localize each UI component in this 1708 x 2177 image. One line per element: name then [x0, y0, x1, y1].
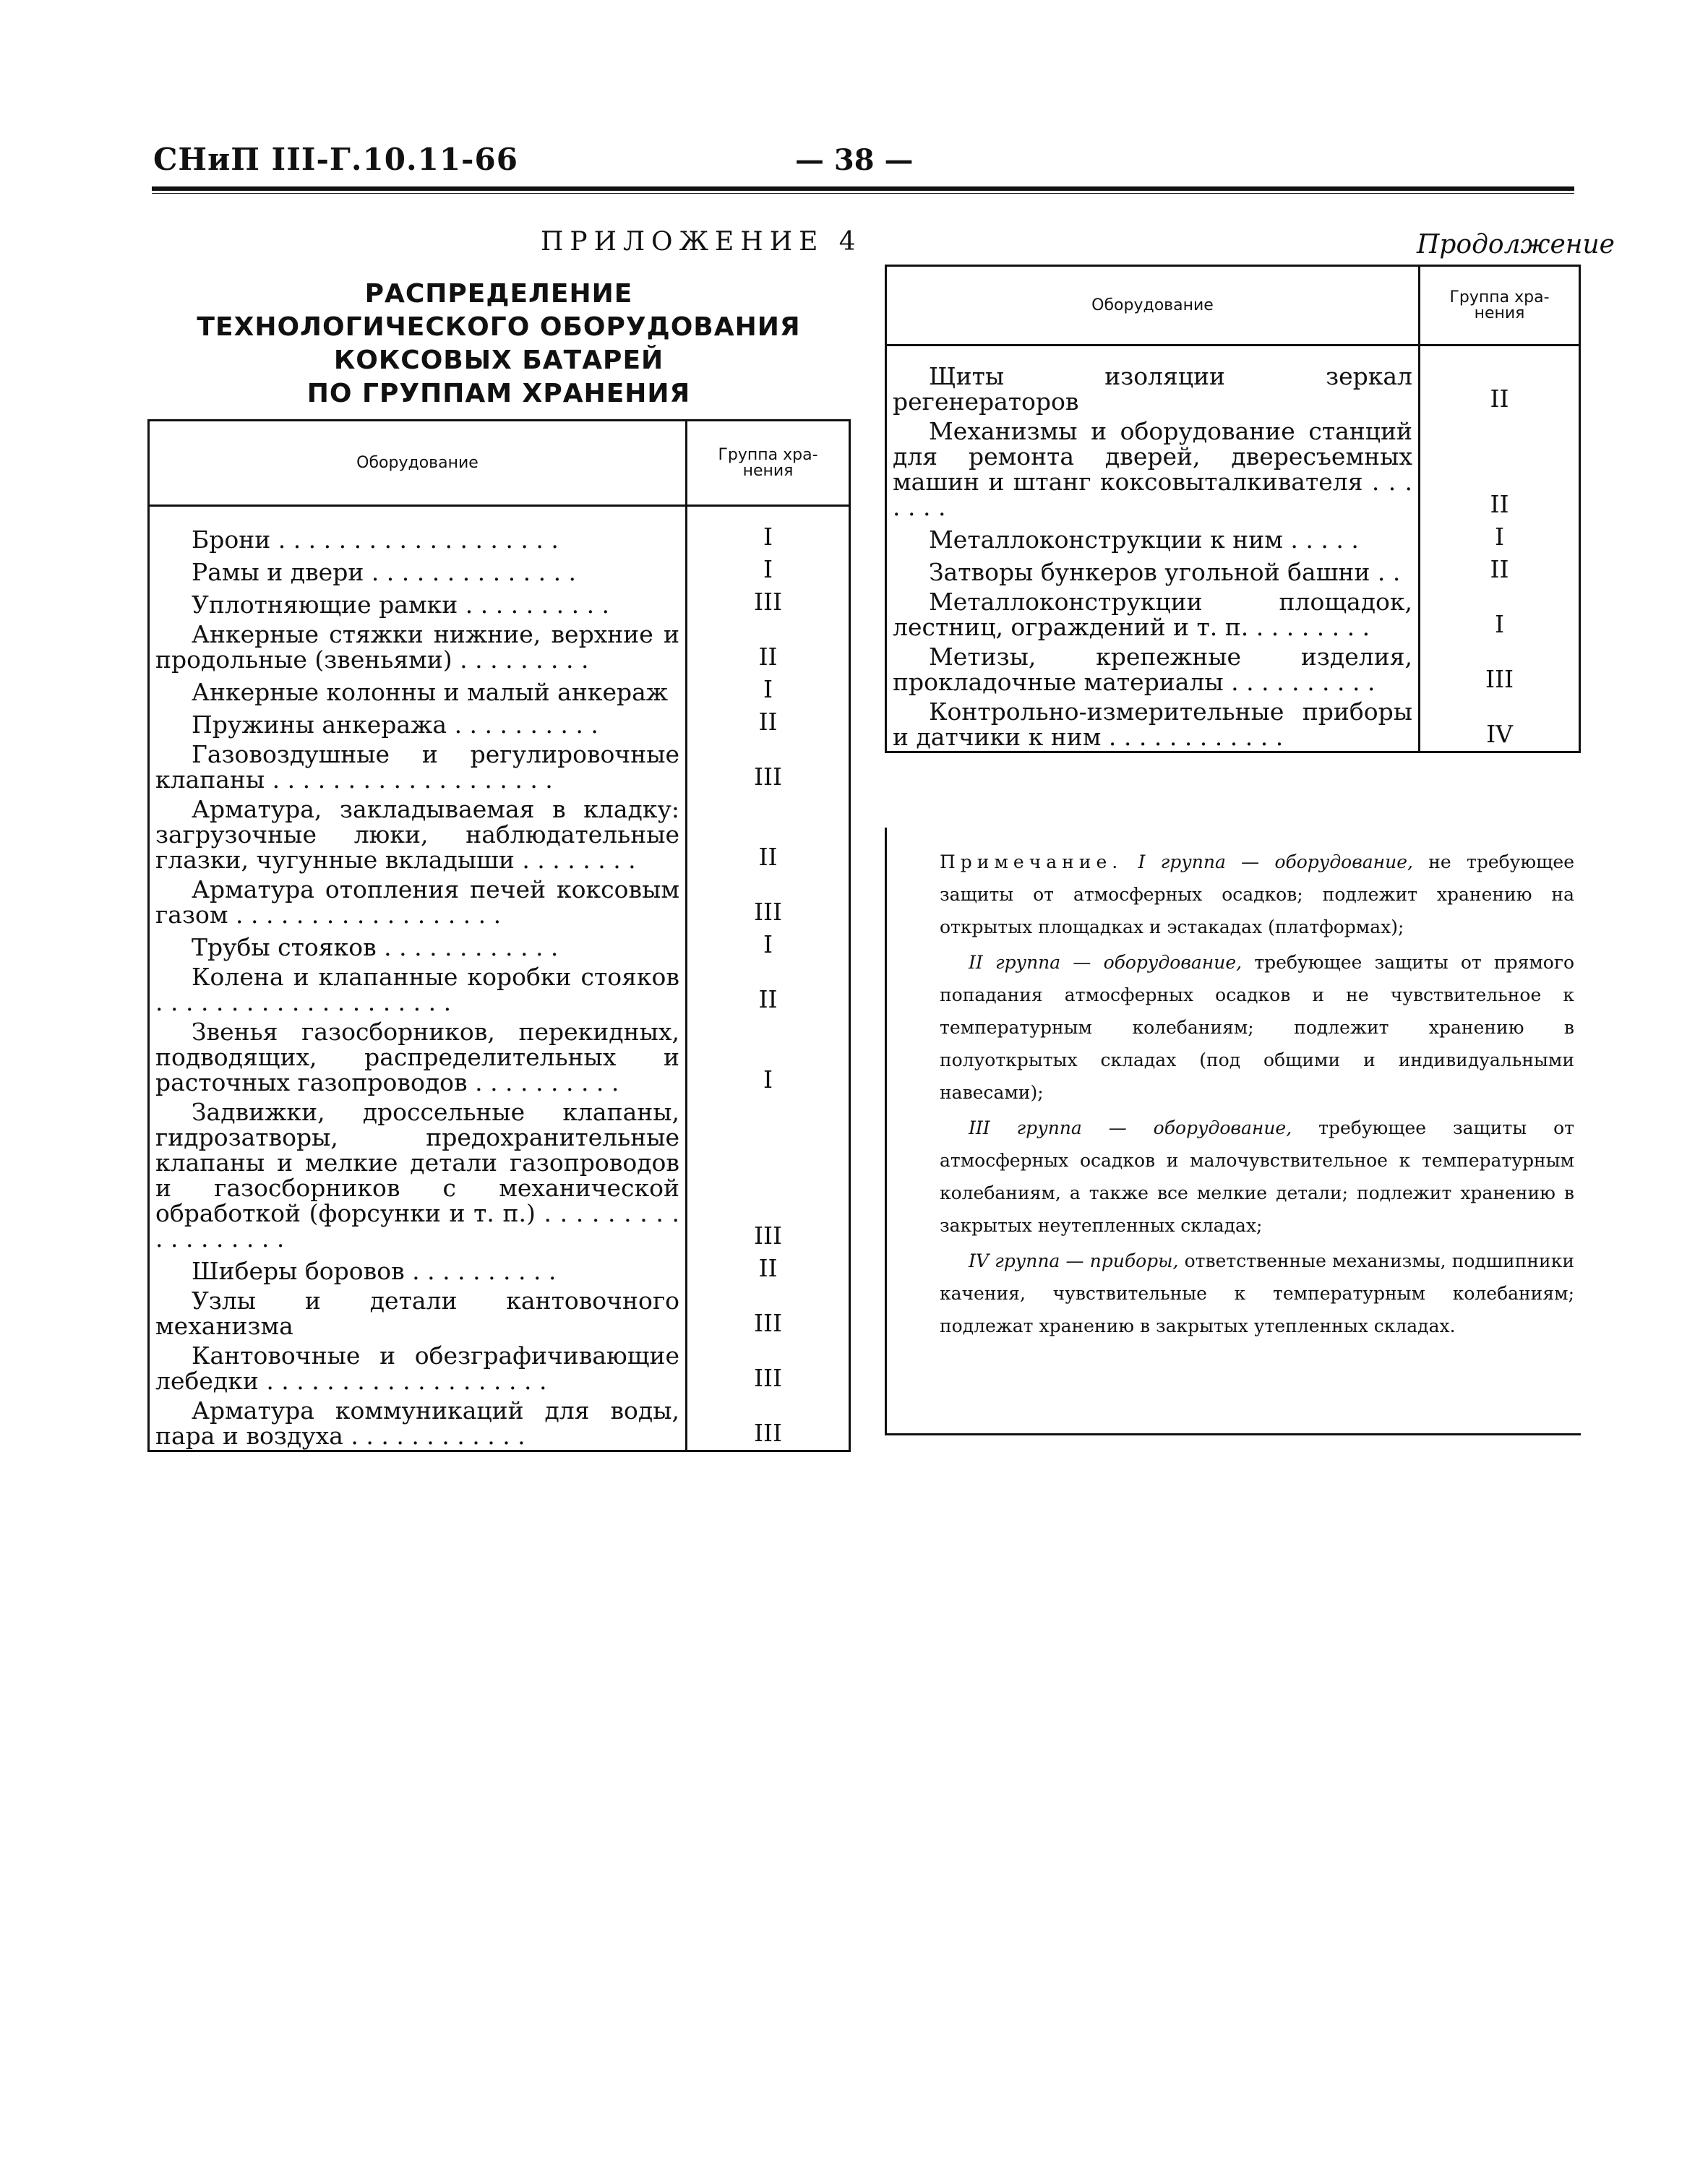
equipment-name: Металлоконструкции площадок, лестниц, ограждений и т. п. . . . . . . . . — [893, 588, 1412, 641]
table-row — [886, 416, 1580, 521]
table-row — [886, 361, 1580, 416]
note-text: требующее защиты от атмосферных осадков и малочувствительное к температурным колебаниям, а также все мелкие детали; подлежит хранению в закрытых неутепленных складах; — [940, 1117, 1574, 1236]
title-line: КОКСОВЫХ БАТАРЕЙ — [333, 345, 664, 375]
page-number: — 38 — — [795, 143, 914, 177]
table-row — [149, 1253, 850, 1285]
title-line: ТЕХНОЛОГИЧЕСКОГО ОБОРУДОВАНИЯ — [197, 312, 801, 342]
equipment-name: Узлы и детали кантовочного механизма — [155, 1287, 679, 1340]
equipment-name: Рамы и двери . . . . . . . . . . . . . . — [192, 558, 577, 586]
equipment-name-cell — [149, 586, 687, 619]
storage-group-cell: III — [687, 1096, 850, 1253]
table-row — [149, 619, 850, 674]
column-header-group: Группа хра-нения — [1420, 266, 1580, 345]
table-row — [149, 674, 850, 706]
table-body — [886, 345, 1580, 752]
table-row — [149, 586, 850, 619]
storage-group-cell: IV — [1420, 696, 1580, 751]
equipment-name: Уплотняющие рамки . . . . . . . . . . — [192, 591, 610, 619]
table-row — [886, 554, 1580, 586]
equipment-name-cell — [149, 619, 687, 674]
storage-group-cell: III — [687, 586, 850, 619]
storage-group-cell: III — [687, 1285, 850, 1340]
equipment-name: Брони . . . . . . . . . . . . . . . . . . . — [192, 525, 559, 554]
table-body — [149, 506, 850, 1451]
equipment-name-cell — [149, 961, 687, 1016]
equipment-name-cell — [886, 416, 1420, 521]
storage-group-cell: III — [1420, 641, 1580, 696]
equipment-name-cell — [149, 1285, 687, 1340]
storage-group-cell: II — [687, 1253, 850, 1285]
storage-group-cell: III — [687, 1340, 850, 1395]
table-row — [149, 739, 850, 794]
continued-label: Продолжение — [1417, 230, 1615, 259]
equipment-name: Арматура коммуникаций для воды, пара и воздуха . . . . . . . . . . . . — [155, 1396, 679, 1450]
note-text: не требующее защиты от атмосферных осадков; подлежит хранению на открытых площадках и эстакадах (платформах); — [940, 851, 1574, 937]
equipment-name: Арматура, закладываемая в кладку: загрузочные люки, наблюдательные глазки, чугунные вкладыши . . . . . . . . — [155, 795, 679, 874]
storage-group-cell: II — [687, 794, 850, 874]
note-paragraph — [940, 1245, 1574, 1342]
table-spacer-row — [149, 506, 850, 522]
table-row — [149, 706, 850, 739]
equipment-name: Шиберы боровов . . . . . . . . . . — [192, 1257, 557, 1285]
table-row — [149, 874, 850, 929]
table-header-row — [886, 266, 1580, 345]
equipment-name-cell — [149, 554, 687, 586]
table-row — [149, 1285, 850, 1340]
storage-group-cell: II — [687, 961, 850, 1016]
note-label: Примечание. — [940, 851, 1123, 872]
note-lead: IV группа — приборы, — [969, 1250, 1179, 1271]
note-text: ответственные механизмы, подшипники качения, чувствительные к температурным колебаниям; подлежат хранению в закрытых утепленных складах. — [940, 1250, 1574, 1336]
equipment-name: Газовоздушные и регулировочные клапаны . . . . . . . . . . . . . . . . . . . — [155, 740, 679, 794]
equipment-name: Арматура отопления печей коксовым газом . . . . . . . . . . . . . . . . . . — [155, 875, 679, 929]
storage-group-cell: II — [687, 706, 850, 739]
note-lead: II группа — оборудование, — [969, 952, 1243, 973]
table-row — [886, 586, 1580, 641]
equipment-table-right — [885, 265, 1581, 753]
equipment-name: Метизы, крепежные изделия, прокладочные материалы . . . . . . . . . . — [893, 643, 1412, 696]
title-line: ПО ГРУППАМ ХРАНЕНИЯ — [306, 379, 691, 408]
equipment-name-cell — [886, 361, 1420, 416]
note-text: требующее защиты от прямого попадания атмосферных осадков и не чувствительное к температурным колебаниям; подлежит хранению в полуоткрытых складах (под общими и индивидуальными навесами); — [940, 952, 1575, 1103]
equipment-name: Анкерные стяжки нижние, верхние и продольные (звеньями) . . . . . . . . . — [155, 620, 679, 674]
equipment-name-cell — [886, 641, 1420, 696]
table-row — [149, 554, 850, 586]
table-row — [149, 1016, 850, 1096]
note-lead: I группа — оборудование, — [1138, 851, 1413, 872]
equipment-name-cell — [149, 674, 687, 706]
storage-group-cell: I — [1420, 521, 1580, 554]
table-header-row — [149, 421, 850, 506]
table-row — [149, 961, 850, 1016]
note-paragraph — [940, 846, 1574, 943]
column-header-group: Группа хра-нения — [687, 421, 850, 506]
equipment-name-cell — [149, 706, 687, 739]
appendix-label: ПРИЛОЖЕНИЕ 4 — [541, 227, 862, 257]
note-block — [940, 846, 1574, 1345]
equipment-table-left — [147, 419, 851, 1452]
column-header-equipment: Оборудование — [886, 266, 1420, 345]
equipment-name: Звенья газосборников, перекидных, подводящих, распределительных и расточных газопроводов . . . . . . . . . . — [155, 1018, 679, 1096]
equipment-name: Контрольно-измерительные приборы и датчики к ним . . . . . . . . . . . . — [893, 697, 1412, 751]
storage-group-cell: II — [1420, 416, 1580, 521]
table-row — [149, 1096, 850, 1253]
storage-group-cell: II — [687, 619, 850, 674]
table-row — [149, 794, 850, 874]
equipment-name: Кантовочные и обезграфичивающие лебедки . . . . . . . . . . . . . . . . . . . — [155, 1341, 679, 1395]
equipment-name-cell — [149, 929, 687, 961]
note-paragraph — [940, 946, 1574, 1109]
equipment-name: Колена и клапанные коробки стояков . . . . . . . . . . . . . . . . . . . . — [155, 963, 679, 1016]
equipment-name-cell — [149, 1096, 687, 1253]
storage-group-cell: II — [1420, 361, 1580, 416]
equipment-name-cell — [149, 1016, 687, 1096]
header-rule — [152, 186, 1574, 194]
table-row — [886, 521, 1580, 554]
column-header-equipment: Оборудование — [149, 421, 687, 506]
equipment-name: Задвижки, дроссельные клапаны, гидрозатворы, предохранительные клапаны и мелкие детали газопроводов и газосборников с механической обработкой (форсунки и т. п.) . . . . . . . . . . . . . . . . . . — [155, 1098, 679, 1253]
equipment-name: Трубы стояков . . . . . . . . . . . . — [192, 933, 559, 961]
table-end-row — [886, 751, 1580, 752]
equipment-name-cell — [149, 874, 687, 929]
document-code: СНиП III-Г.10.11-66 — [153, 142, 518, 177]
equipment-name: Анкерные колонны и малый анкераж — [192, 678, 669, 706]
equipment-name-cell — [149, 1395, 687, 1450]
equipment-name-cell — [149, 739, 687, 794]
equipment-name: Затворы бункеров угольной башни . . — [929, 558, 1401, 586]
note-lead: III группа — оборудование, — [969, 1117, 1292, 1138]
equipment-name-cell — [149, 1340, 687, 1395]
table-spacer-row — [886, 345, 1580, 361]
title-line: РАСПРЕДЕЛЕНИЕ — [364, 279, 633, 309]
storage-group-cell: III — [687, 739, 850, 794]
storage-group-cell: I — [1420, 586, 1580, 641]
storage-group-cell: I — [687, 521, 850, 554]
appendix-title — [152, 278, 846, 411]
equipment-name: Металлоконструкции к ним . . . . . — [929, 525, 1359, 554]
equipment-name: Механизмы и оборудование станций для ремонта дверей, двересъемных машин и штанг коксовыталкивателя . . . . . . . — [893, 417, 1412, 521]
equipment-name: Пружины анкеража . . . . . . . . . . — [192, 710, 598, 739]
equipment-name-cell — [886, 554, 1420, 586]
storage-group-cell: II — [1420, 554, 1580, 586]
table-row — [149, 1340, 850, 1395]
equipment-name-cell — [149, 521, 687, 554]
equipment-name-cell — [149, 794, 687, 874]
table-row — [149, 1395, 850, 1450]
storage-group-cell: I — [687, 1016, 850, 1096]
equipment-name-cell — [149, 1253, 687, 1285]
note-paragraph — [940, 1112, 1574, 1242]
equipment-name: Щиты изоляции зеркал регенераторов — [893, 362, 1412, 416]
table-row — [886, 696, 1580, 751]
storage-group-cell: I — [687, 674, 850, 706]
table-row — [886, 641, 1580, 696]
storage-group-cell: III — [687, 1395, 850, 1450]
storage-group-cell: I — [687, 929, 850, 961]
storage-group-cell: I — [687, 554, 850, 586]
equipment-name-cell — [886, 521, 1420, 554]
storage-group-cell: III — [687, 874, 850, 929]
table-end-row — [149, 1450, 850, 1451]
table-row — [149, 521, 850, 554]
equipment-name-cell — [886, 586, 1420, 641]
table-row — [149, 929, 850, 961]
equipment-name-cell — [886, 696, 1420, 751]
